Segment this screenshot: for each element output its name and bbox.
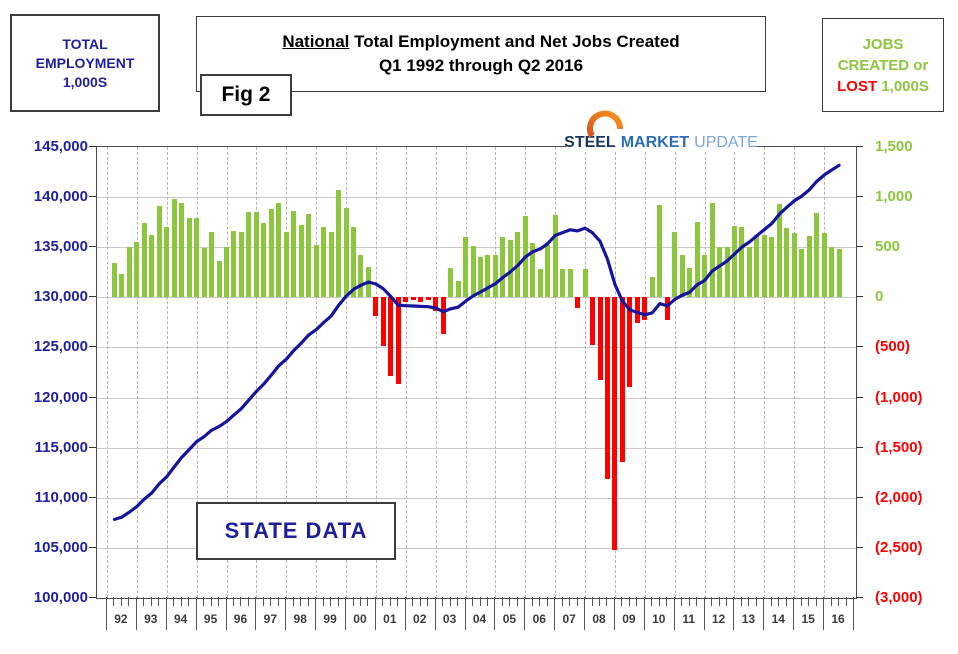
left-axis-tick — [89, 547, 96, 548]
quarter-tick — [158, 597, 159, 606]
figure-number-label: Fig 2 — [200, 74, 292, 116]
quarter-tick — [756, 597, 757, 606]
quarter-tick — [188, 597, 189, 606]
year-label: 06 — [532, 612, 546, 626]
right-axis-title-line: CREATED or — [837, 56, 929, 74]
quarter-tick — [846, 597, 847, 606]
year-label: 98 — [293, 612, 307, 626]
left-axis-tick-label: 135,000 — [33, 238, 88, 256]
quarter-tick — [308, 597, 309, 606]
quarter-tick — [577, 597, 578, 606]
quarter-tick — [748, 597, 749, 606]
year-label: 11 — [682, 612, 695, 626]
year-label: 15 — [801, 612, 815, 626]
quarter-tick — [651, 597, 652, 606]
right-axis-tick-label: 1,000 — [875, 188, 913, 206]
quarter-tick — [323, 597, 324, 606]
quarter-tick — [831, 597, 832, 606]
year-label: 09 — [622, 612, 636, 626]
quarter-tick — [532, 597, 533, 606]
year-label: 13 — [741, 612, 756, 626]
left-axis-tick-label: 100,000 — [33, 589, 88, 606]
year-label: 08 — [592, 612, 606, 626]
quarter-tick — [181, 597, 182, 606]
quarter-tick — [113, 597, 114, 606]
year-label: 97 — [263, 612, 277, 626]
right-axis-title-box — [822, 18, 944, 112]
year-label: 07 — [562, 612, 576, 626]
quarter-tick — [696, 597, 697, 606]
quarter-tick — [330, 597, 331, 606]
left-axis-tick — [89, 146, 96, 147]
right-axis-tick — [856, 447, 863, 448]
quarter-tick — [801, 597, 802, 606]
logo-word-update: UPDATE — [694, 134, 758, 151]
quarter-tick — [726, 597, 727, 606]
right-axis-tick-label: (1,000) — [875, 388, 923, 406]
right-axis-tick — [856, 196, 863, 197]
quarter-tick — [689, 597, 690, 606]
quarter-tick — [173, 597, 174, 606]
quarter-tick — [502, 597, 503, 606]
right-axis-tick — [856, 397, 863, 398]
quarter-tick — [838, 597, 839, 606]
right-axis-tick — [856, 246, 863, 247]
logo-word-market: MARKET — [620, 134, 690, 151]
right-axis-tick — [856, 346, 863, 347]
left-axis-tick-label: 140,000 — [33, 188, 88, 206]
left-axis-tick — [89, 447, 96, 448]
right-axis-tick — [856, 296, 863, 297]
quarter-tick — [143, 597, 144, 606]
quarter-tick — [592, 597, 593, 606]
year-label: 10 — [652, 612, 666, 626]
left-axis-title-box — [10, 14, 160, 112]
quarter-tick — [397, 597, 398, 606]
quarter-tick — [659, 597, 660, 606]
quarter-tick — [240, 597, 241, 606]
quarter-tick — [367, 597, 368, 606]
quarter-tick — [382, 597, 383, 606]
right-axis-tick-label: (500) — [875, 338, 911, 356]
left-axis-tick-label: 115,000 — [34, 438, 88, 456]
logo-word-steel: STEEL — [564, 134, 616, 151]
quarter-tick — [719, 597, 720, 606]
year-label: 94 — [174, 612, 188, 626]
year-label: 03 — [442, 612, 457, 626]
quarter-tick — [151, 597, 152, 606]
right-axis-tick-label: 1,500 — [875, 138, 913, 155]
quarter-tick — [218, 597, 219, 606]
year-label: 01 — [383, 612, 397, 626]
logo-swoosh-icon — [574, 100, 644, 140]
right-axis-tick — [856, 597, 863, 598]
quarter-tick — [599, 597, 600, 606]
left-axis-title-line: 1,000S — [62, 73, 108, 90]
quarter-tick — [457, 597, 458, 606]
quarter-tick — [472, 597, 473, 606]
left-axis-tick-label: 110,000 — [34, 488, 88, 506]
left-axis-tick — [89, 497, 96, 498]
quarter-tick — [741, 597, 742, 606]
chart-subtitle: Q1 1992 through Q2 2016 — [378, 56, 584, 75]
right-axis-tick-label: (1,500) — [875, 438, 923, 456]
left-axis-title-line: EMPLOYMENT — [35, 54, 135, 71]
year-label: 93 — [144, 612, 158, 626]
quarter-tick — [711, 597, 712, 606]
quarter-tick — [517, 597, 518, 606]
quarter-tick — [778, 597, 779, 606]
right-axis-title-line: LOST 1,000S — [837, 77, 929, 95]
quarter-tick — [233, 597, 234, 606]
right-axis-tick — [856, 146, 863, 147]
quarter-tick — [412, 597, 413, 606]
quarter-tick — [539, 597, 540, 606]
quarter-tick — [203, 597, 204, 606]
left-axis-tick — [89, 346, 96, 347]
quarter-tick — [816, 597, 817, 606]
year-label: 16 — [831, 612, 845, 626]
chart-title: National Total Employment and Net Jobs Created — [282, 32, 680, 51]
left-axis-tick-label: 105,000 — [33, 538, 88, 556]
year-label: 14 — [771, 612, 785, 626]
left-axis-title-line: TOTAL — [62, 35, 108, 52]
quarter-tick — [353, 597, 354, 606]
quarter-tick — [420, 597, 421, 606]
quarter-tick — [442, 597, 443, 606]
year-label: 96 — [233, 612, 248, 626]
quarter-tick — [278, 597, 279, 606]
year-label: 92 — [114, 612, 128, 626]
right-axis-title-line: JOBS — [862, 35, 904, 53]
year-label: 99 — [323, 612, 337, 626]
left-axis-tick-label: 145,000 — [33, 138, 88, 155]
year-tick — [853, 597, 854, 630]
quarter-tick — [248, 597, 249, 606]
right-axis-tick — [856, 547, 863, 548]
quarter-tick — [569, 597, 570, 606]
quarter-tick — [666, 597, 667, 606]
quarter-tick — [360, 597, 361, 606]
right-axis-tick-label: (3,000) — [875, 589, 923, 606]
left-axis-tick-label: 125,000 — [33, 338, 88, 356]
quarter-tick — [300, 597, 301, 606]
right-axis-tick-label: (2,500) — [875, 538, 923, 556]
quarter-tick — [547, 597, 548, 606]
quarter-tick — [636, 597, 637, 606]
quarter-tick — [786, 597, 787, 606]
quarter-tick — [427, 597, 428, 606]
quarter-tick — [121, 597, 122, 606]
year-label: 04 — [472, 612, 487, 626]
quarter-tick — [629, 597, 630, 606]
right-axis-tick — [856, 497, 863, 498]
right-axis-tick-label: (2,000) — [875, 488, 923, 506]
quarter-tick — [270, 597, 271, 606]
left-axis-tick — [89, 246, 96, 247]
quarter-tick — [487, 597, 488, 606]
quarter-tick — [771, 597, 772, 606]
left-axis-tick — [89, 397, 96, 398]
left-axis-tick-label: 120,000 — [33, 388, 88, 406]
quarter-tick — [338, 597, 339, 606]
left-axis-tick — [89, 296, 96, 297]
quarter-tick — [390, 597, 391, 606]
quarter-tick — [509, 597, 510, 606]
quarter-tick — [450, 597, 451, 606]
quarter-tick — [562, 597, 563, 606]
year-label: 12 — [711, 612, 726, 626]
year-label: 05 — [502, 612, 517, 626]
right-axis-tick-label: 0 — [875, 288, 884, 306]
quarter-tick — [293, 597, 294, 606]
quarter-tick — [128, 597, 129, 606]
quarter-tick — [480, 597, 481, 606]
left-axis-tick — [89, 196, 96, 197]
left-axis-tick-label: 130,000 — [33, 288, 88, 306]
quarter-tick — [681, 597, 682, 606]
right-axis-tick-label: 500 — [875, 238, 901, 256]
year-label: 02 — [413, 612, 427, 626]
year-label: 95 — [203, 612, 218, 626]
steel-market-update-logo — [566, 116, 756, 152]
quarter-tick — [808, 597, 809, 606]
quarter-tick — [606, 597, 607, 606]
state-data-annotation-box: STATE DATA — [196, 502, 396, 560]
year-label: 00 — [353, 612, 367, 626]
quarter-tick — [263, 597, 264, 606]
quarter-tick — [211, 597, 212, 606]
left-axis-tick — [89, 597, 96, 598]
quarter-tick — [621, 597, 622, 606]
